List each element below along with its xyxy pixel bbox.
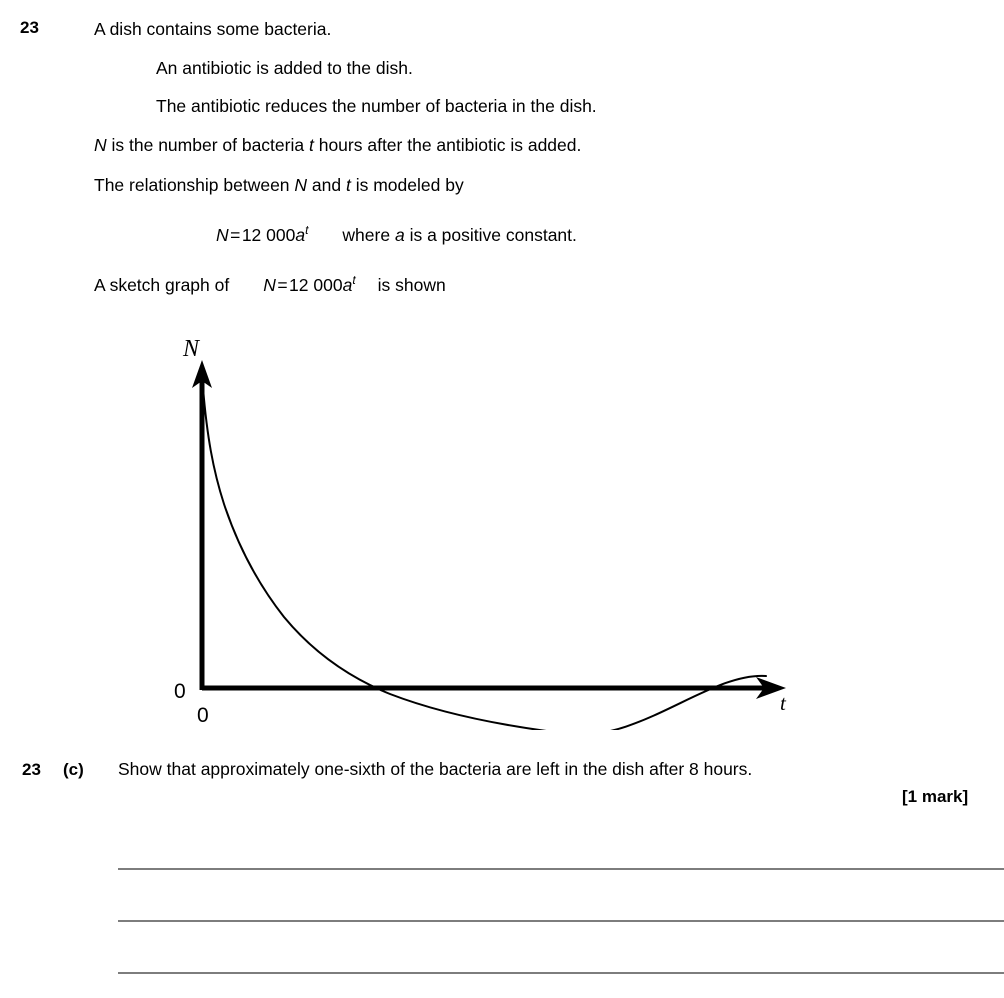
sketch-caption: [94, 275, 446, 295]
part-c-text: Show that approximately one-sixth of the bacteria are left in the dish after 8 hours.: [118, 759, 753, 779]
sketch-equation-base: a: [342, 275, 353, 295]
equation-note-var: a: [394, 225, 405, 245]
equation-equals: =: [230, 225, 241, 245]
variable-t: t: [345, 175, 351, 195]
question-number: 23: [20, 18, 39, 37]
relationship-joiner: and: [307, 175, 346, 195]
answer-line[interactable]: [118, 868, 1004, 870]
sketch-caption-prefix: A sketch graph of: [94, 275, 230, 295]
variable-n: N: [94, 135, 107, 155]
equation-coefficient: 12 000: [241, 225, 296, 245]
definition-mid: is the number of bacteria: [106, 135, 309, 155]
equation-note-tail: is a positive constant.: [409, 225, 577, 245]
sketch-caption-suffix: is shown: [377, 275, 446, 295]
sketch-equation-exponent: t: [352, 273, 356, 288]
definition-tail: hours after the antibiotic is added.: [313, 135, 582, 155]
part-c-question-number: 23: [22, 760, 41, 779]
relationship-prefix: The relationship between: [94, 175, 295, 195]
sketch-equation-lhs: N: [263, 275, 276, 295]
x-axis-label: t: [780, 691, 786, 715]
sketch-equation-coefficient: 12 000: [289, 275, 343, 295]
answer-line[interactable]: [118, 920, 1004, 922]
answer-line[interactable]: [118, 972, 1004, 974]
y-axis-label: N: [183, 336, 200, 362]
stem-line-1: A dish contains some bacteria.: [94, 19, 332, 39]
y-origin-label: 0: [174, 680, 186, 703]
relationship-suffix: is modeled by: [350, 175, 464, 195]
equation-exponent: t: [305, 223, 309, 238]
variable-n: N: [294, 175, 308, 195]
equation-base: a: [295, 225, 306, 245]
part-c-marks: [1 mark]: [902, 787, 969, 806]
relationship-line: [94, 175, 464, 195]
stem-line-3: The antibiotic reduces the number of bacteria in the dish.: [156, 96, 597, 116]
stem-line-2: An antibiotic is added to the dish.: [156, 58, 413, 78]
equation-note: where: [342, 225, 391, 245]
sketch-equation-equals: =: [277, 275, 288, 295]
variable-definition: [94, 135, 581, 155]
part-c-label: (c): [63, 760, 84, 779]
model-equation: [216, 225, 577, 245]
equation-lhs: N: [216, 225, 229, 245]
x-origin-label: 0: [197, 704, 209, 727]
graph-overlay: [150, 330, 830, 730]
variable-t: t: [308, 135, 314, 155]
